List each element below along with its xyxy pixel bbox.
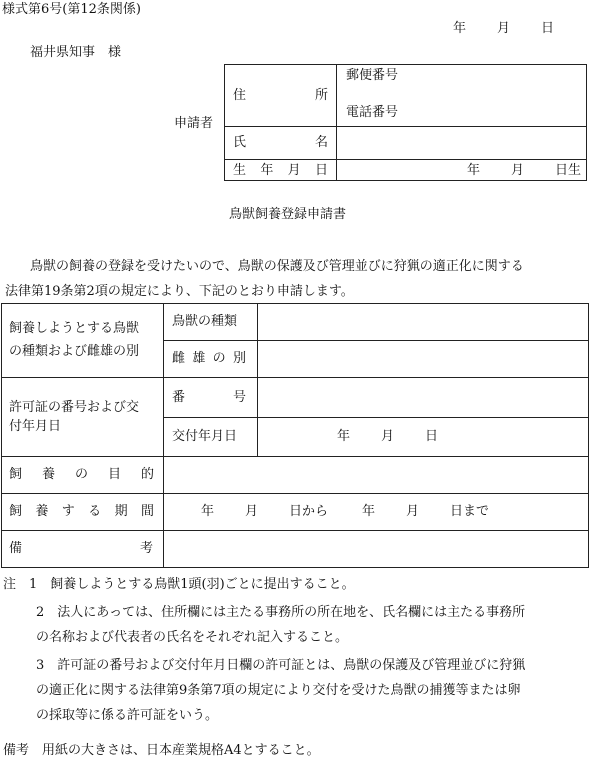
- remarks-label-1: 備: [9, 541, 23, 556]
- sex-label-part: 雌: [172, 351, 186, 366]
- period-month-1: 月: [245, 504, 259, 519]
- purpose-label-part: 目: [107, 467, 121, 482]
- applicant-row-line: [224, 126, 587, 127]
- purpose-label: [9, 468, 154, 481]
- issue-day: 日: [425, 429, 439, 444]
- birth-month: 月: [511, 163, 525, 178]
- permit-label-line-1: 許可証の番号および交: [9, 400, 140, 415]
- name-label-1: 氏: [233, 135, 247, 150]
- intro-line-2: 法律第19条第2項の規定により、下記のとおり申請します。: [5, 284, 354, 299]
- number-label-2: 号: [233, 390, 247, 405]
- main-table-row-line: [163, 340, 589, 341]
- main-table-row-line: [1, 530, 589, 531]
- purpose-label-part: の: [74, 467, 88, 482]
- birth-label-part: 月: [287, 163, 301, 178]
- main-table-col-divider: [163, 303, 164, 568]
- birth-label-part: 年: [260, 163, 274, 178]
- period-label-part: 期: [114, 504, 128, 519]
- document-title: 鳥獣飼養登録申請書: [229, 207, 347, 222]
- postal-code-label: 郵便番号: [346, 68, 399, 83]
- note-3-line-2: の適正化に関する法律第9条第7項の規定により交付を受けた鳥獣の捕獲等または卵: [36, 683, 521, 698]
- period-year-2: 年: [362, 504, 376, 519]
- applicant-group-label: 申請者: [174, 116, 214, 131]
- period-label: [9, 505, 154, 518]
- issue-year: 年: [337, 429, 351, 444]
- period-label-part: る: [88, 504, 102, 519]
- date-year: 年: [453, 21, 467, 36]
- period-month-2: 月: [406, 504, 420, 519]
- sex-label-part: 雄: [192, 351, 206, 366]
- period-label-part: 間: [140, 504, 154, 519]
- note-3-line-1: 3 許可証の番号および交付年月日欄の許可証とは、鳥獣の保護及び管理並びに狩猟: [36, 658, 526, 673]
- period-label-part: す: [61, 504, 75, 519]
- main-table-row-line: [1, 377, 589, 378]
- purpose-label-part: 飼: [9, 467, 23, 482]
- permit-label-line-2: 付年月日: [9, 419, 62, 434]
- number-label-1: 番: [172, 390, 186, 405]
- footer-note: 備考 用紙の大きさは、日本産業規格A4とすること。: [3, 743, 320, 758]
- birth-day: 日生: [555, 163, 582, 178]
- intro-line-1: 鳥獣の飼養の登録を受けたいので、鳥獣の保護及び管理並びに狩猟の適正化に関する: [30, 259, 524, 274]
- date-month: 月: [497, 21, 511, 36]
- main-table-row-line: [163, 417, 589, 418]
- issue-month: 月: [381, 429, 395, 444]
- note-1: 注 1 飼養しようとする鳥獣1頭(羽)ごとに提出すること。: [3, 577, 355, 592]
- main-table-col-divider: [257, 303, 258, 456]
- purpose-label-part: 養: [41, 467, 55, 482]
- birth-label-part: 生: [233, 163, 247, 178]
- form-number: 様式第6号(第12条関係): [2, 2, 141, 17]
- note-3-line-3: の採取等に係る許可証をいう。: [36, 708, 219, 723]
- sex-label: [172, 352, 246, 365]
- main-table-row-line: [1, 456, 589, 457]
- issue-date-label: 交付年月日: [172, 429, 238, 444]
- note-2-line-1: 2 法人にあっては、住所欄には主たる事務所の所在地を、氏名欄には主たる事務所: [36, 605, 526, 620]
- remarks-label-2: 考: [140, 541, 154, 556]
- birth-label: [233, 164, 328, 177]
- period-day-2: 日まで: [450, 504, 490, 519]
- period-day-1: 日から: [289, 504, 329, 519]
- main-table-row-line: [1, 493, 589, 494]
- phone-label: 電話番号: [346, 105, 399, 120]
- purpose-label-part: 的: [140, 467, 154, 482]
- bird-label-line-1: 飼養しようとする鳥獣: [9, 321, 140, 336]
- addressee: 福井県知事 様: [30, 45, 122, 60]
- applicant-row-line: [224, 159, 587, 160]
- bird-label-line-2: の種類および雌雄の別: [9, 344, 140, 359]
- address-label-2: 所: [315, 88, 329, 103]
- period-label-part: 養: [35, 504, 49, 519]
- sex-label-part: 別: [232, 351, 246, 366]
- name-label-2: 名: [315, 135, 329, 150]
- birth-label-part: 日: [314, 163, 328, 178]
- note-2-line-2: の名称および代表者の氏名をそれぞれ記入すること。: [36, 630, 349, 645]
- date-day: 日: [541, 21, 555, 36]
- species-label: 鳥獣の種類: [172, 314, 238, 329]
- period-label-part: 飼: [9, 504, 23, 519]
- main-table-frame: [1, 303, 589, 568]
- birth-year: 年: [467, 163, 481, 178]
- applicant-divider: [336, 64, 337, 181]
- period-year-1: 年: [201, 504, 215, 519]
- sex-label-part: の: [212, 351, 226, 366]
- address-label-1: 住: [233, 88, 247, 103]
